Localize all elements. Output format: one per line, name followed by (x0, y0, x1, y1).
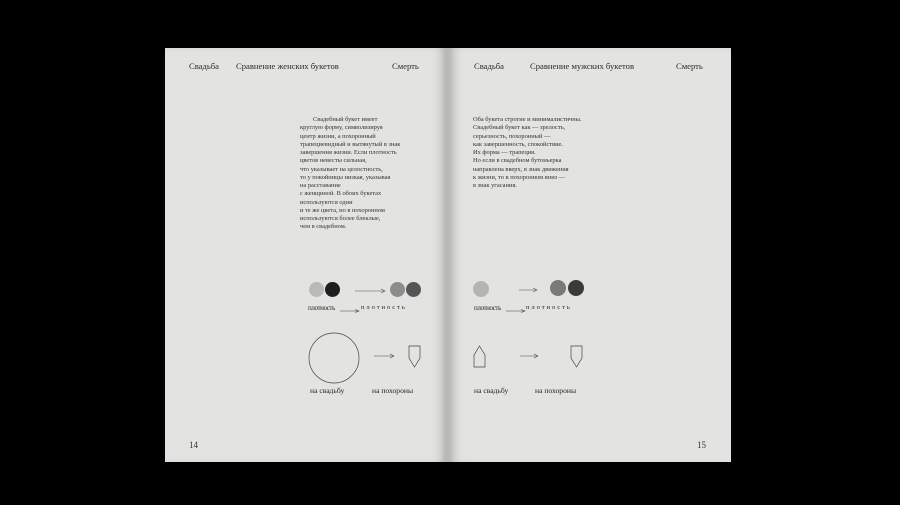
dark-circle (325, 282, 340, 297)
text-line: центр жизни, а похоронный (300, 132, 376, 140)
text-line: в знак угасания. (473, 182, 517, 189)
left-page (165, 48, 447, 462)
text-line: завершения жизни. Если плотность (300, 149, 397, 156)
text-line: то у покойницы низкая, указывая (300, 173, 391, 181)
text-line: Оба букета строгие и минималистичны. (473, 116, 582, 123)
mid-circle (390, 282, 405, 297)
text-line: Свадебный букет имеет (313, 116, 378, 123)
mid-dark-circle (568, 280, 584, 296)
arrow-right-icon (520, 353, 540, 359)
density-label-small: плотность (308, 304, 335, 312)
right-paragraph (473, 116, 582, 190)
text-line: цветов невесты сильная, (300, 157, 367, 165)
text-line: что указывает на целостность, (300, 165, 383, 173)
pennant-up-icon (473, 345, 487, 369)
pennant-down-icon (570, 345, 584, 369)
density-label-spaced: плотность (526, 304, 572, 311)
arrow-right-icon (519, 287, 539, 293)
mid-circle (550, 280, 566, 296)
text-line: используются одни (300, 198, 353, 206)
circle-bouquet-icon (308, 332, 360, 384)
right-header-death: Смерть (676, 61, 703, 71)
mid-dark-circle (406, 282, 421, 297)
right-header-title: Сравнение мужских букетов (530, 61, 635, 71)
text-line: к жизни, то в похоронном вниз — (473, 173, 566, 181)
right-header-wedding: Свадьба (474, 61, 504, 71)
pennant-down-icon (408, 345, 422, 369)
text-line: и те же цвета, но в похоронном (300, 206, 385, 214)
text-line: с женщиной. В обоих букетах (300, 190, 382, 198)
left-header-title: Сравнение женских букетов (236, 61, 339, 71)
caption-funeral: на похороны (372, 386, 414, 395)
page-number: 14 (189, 440, 198, 450)
density-label-small: плотность (474, 304, 501, 312)
left-header-death: Смерть (392, 61, 419, 71)
left-header-wedding: Свадьба (189, 61, 219, 71)
text-line: Свадебный букет как — зрелость, (473, 124, 566, 132)
text-line: как завершенность, спокойствие. (473, 140, 563, 148)
text-line: используются более блеклые, (300, 215, 381, 222)
booklet-spread (165, 48, 732, 462)
text-line: на расставание (300, 182, 341, 189)
right-page (449, 48, 731, 462)
text-line: круглую форму, символизируя (300, 124, 383, 132)
text-line: направлена вверх, в знак движения (473, 165, 569, 173)
text-line: трапециевидный и вытянутый в знак (300, 140, 401, 148)
caption-funeral: на похороны (535, 386, 577, 395)
density-label-spaced: плотность (361, 304, 407, 311)
text-line: чем в свадебном. (300, 223, 347, 231)
left-paragraph (300, 116, 400, 232)
arrow-right-icon (340, 309, 360, 313)
light-circle (309, 282, 324, 297)
page-number: 15 (697, 440, 706, 450)
text-line: Но если в свадебном бутоньерка (473, 157, 562, 165)
text-line: Их форма — трапеция. (473, 149, 536, 156)
light-circle (473, 281, 489, 297)
text-line: серьезность, похоронный — (473, 132, 551, 140)
caption-wedding: на свадьбу (310, 386, 345, 395)
caption-wedding: на свадьбу (474, 386, 509, 395)
arrow-right-icon (506, 309, 526, 313)
arrow-right-icon (355, 288, 387, 294)
arrow-right-icon (374, 353, 396, 359)
